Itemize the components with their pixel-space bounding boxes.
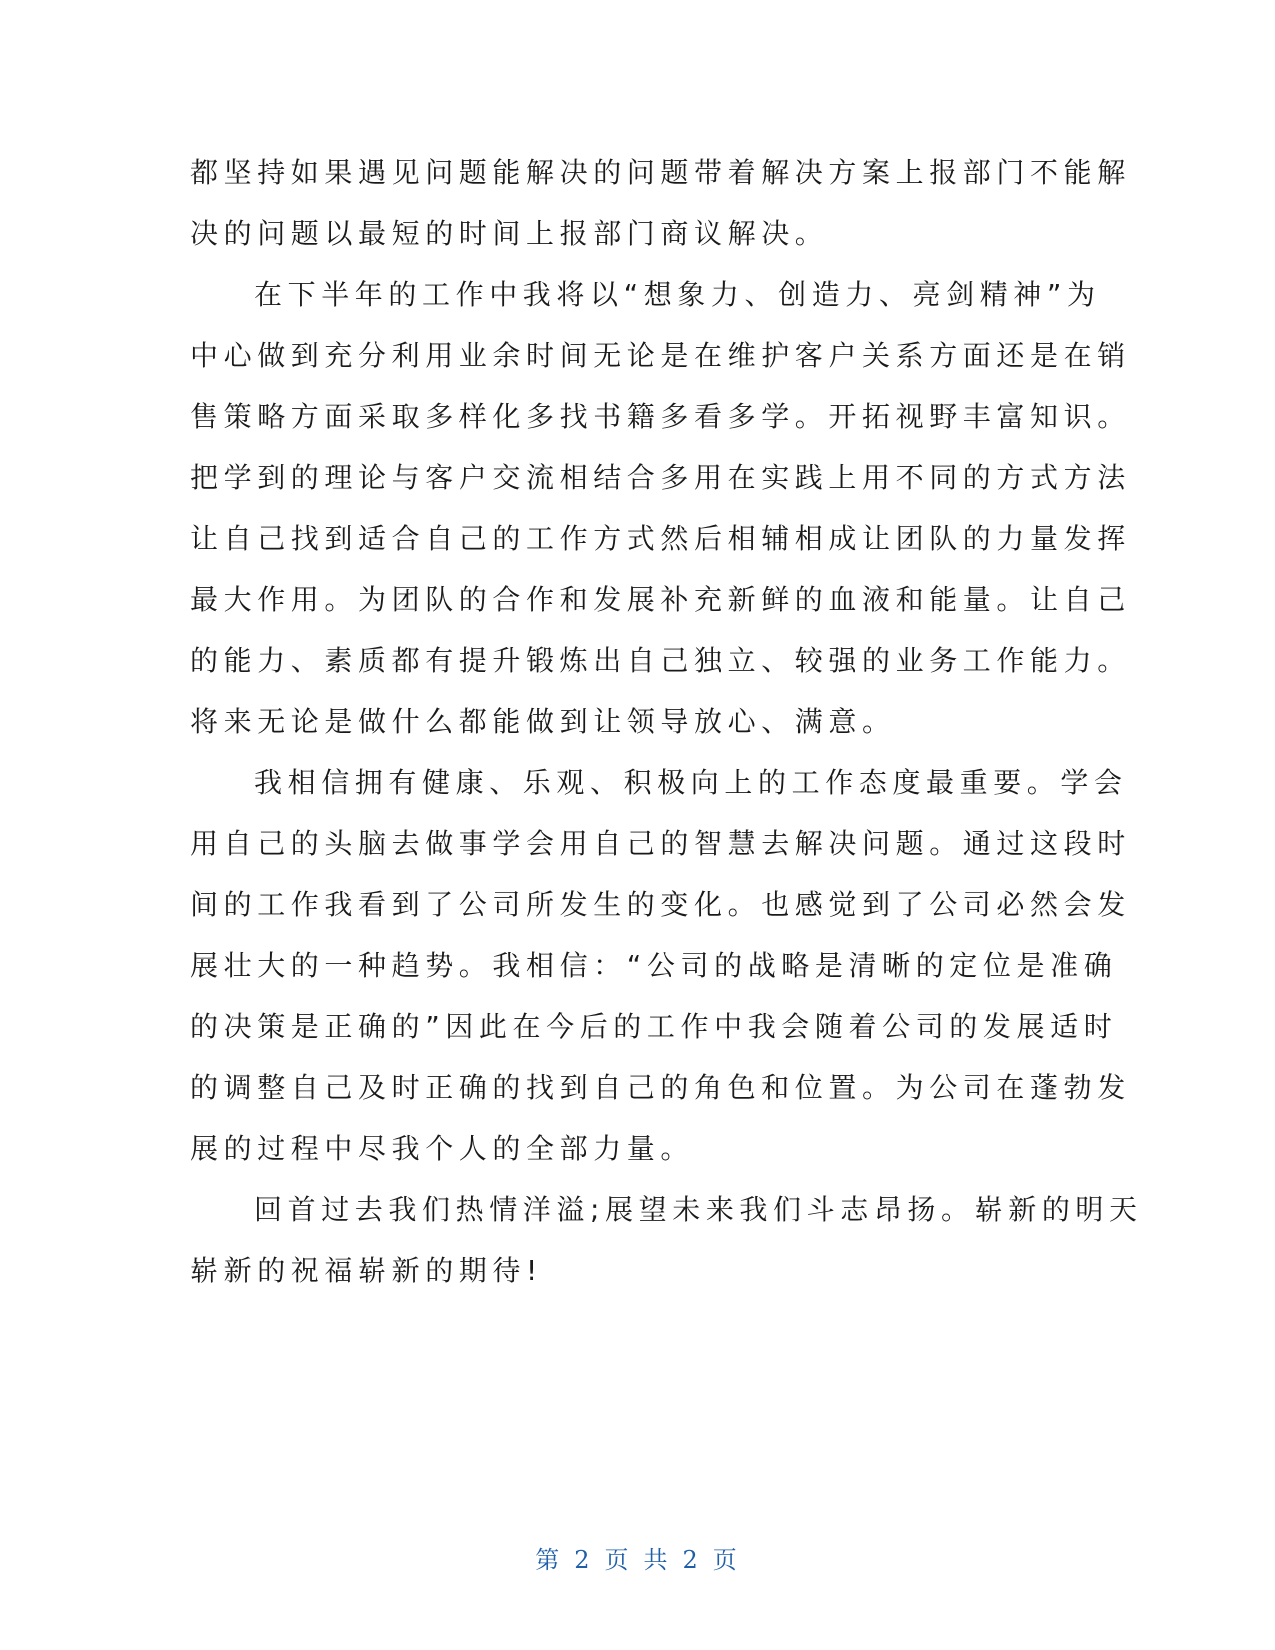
text-line: 的决策是正确的”因此在今后的工作中我会随着公司的发展适时 — [190, 1010, 1118, 1043]
paragraph-start-line: 回首过去我们热情洋溢;展望未来我们斗志昂扬。崭新的明天 — [254, 1193, 1143, 1226]
paragraph-start-line: 在下半年的工作中我将以“想象力、创造力、亮剑精神”为 — [254, 278, 1101, 311]
text-line: 展壮大的一种趋势。我相信：“公司的战略是清晰的定位是准确 — [190, 949, 1118, 982]
text-line: 让自己找到适合自己的工作方式然后相辅相成让团队的力量发挥 — [190, 522, 1131, 555]
paragraph-start-line: 我相信拥有健康、乐观、积极向上的工作态度最重要。学会 — [254, 766, 1128, 799]
document-body — [190, 142, 1143, 1301]
text-line: 把学到的理论与客户交流相结合多用在实践上用不同的方式方法 — [190, 461, 1131, 494]
footer-page-word: 页 — [604, 1546, 632, 1574]
footer-page-word-2: 页 — [712, 1546, 740, 1574]
text-line: 中心做到充分利用业余时间无论是在维护客户关系方面还是在销 — [190, 339, 1131, 372]
page-footer — [0, 1540, 1275, 1575]
footer-current-page: 2 — [574, 1546, 593, 1574]
text-line: 展的过程中尽我个人的全部力量。 — [190, 1132, 695, 1165]
footer-prefix: 第 — [535, 1546, 563, 1574]
text-line: 最大作用。为团队的合作和发展补充新鲜的血液和能量。让自己 — [190, 583, 1131, 616]
text-line: 的能力、素质都有提升锻炼出自己独立、较强的业务工作能力。 — [190, 644, 1131, 677]
text-line: 的调整自己及时正确的找到自己的角色和位置。为公司在蓬勃发 — [190, 1071, 1131, 1104]
text-line: 间的工作我看到了公司所发生的变化。也感觉到了公司必然会发 — [190, 888, 1131, 921]
text-line: 用自己的头脑去做事学会用自己的智慧去解决问题。通过这段时 — [190, 827, 1131, 860]
text-line: 崭新的祝福崭新的期待! — [190, 1254, 543, 1287]
text-line: 售策略方面采取多样化多找书籍多看多学。开拓视野丰富知识。 — [190, 400, 1131, 433]
footer-total-pages: 2 — [682, 1546, 701, 1574]
text-line: 将来无论是做什么都能做到让领导放心、满意。 — [190, 705, 896, 738]
text-line: 决的问题以最短的时间上报部门商议解决。 — [190, 217, 829, 250]
footer-total-prefix: 共 — [643, 1546, 671, 1574]
text-line: 都坚持如果遇见问题能解决的问题带着解决方案上报部门不能解 — [190, 156, 1131, 189]
